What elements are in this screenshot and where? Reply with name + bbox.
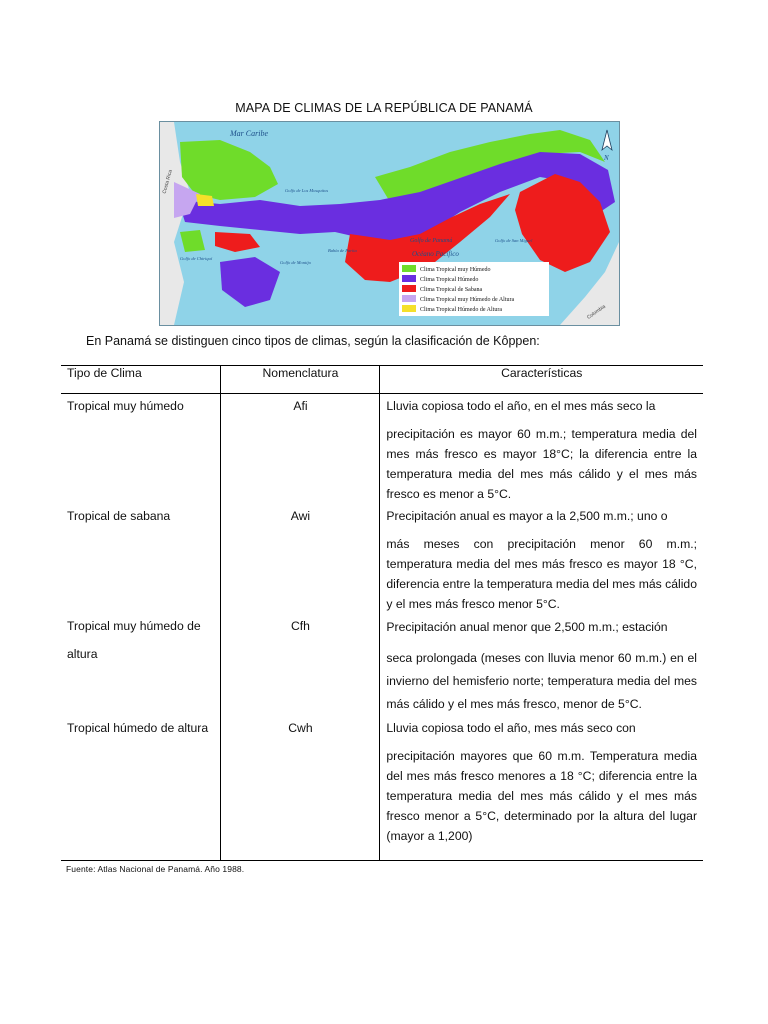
cell-tipo <box>61 716 221 861</box>
label-costa-rica: Costa Rica <box>161 169 174 195</box>
legend-label: Clima Tropical Húmedo de Altura <box>420 307 502 313</box>
car-rest: seca prolongada (meses con lluvia menor 60 m.m.) en el invierno del hemisferio norte; temperatura media del mes más cálido y el mes más fresco, menor de 5°C. <box>386 651 697 711</box>
climate-table <box>61 365 703 861</box>
table-row <box>61 716 703 861</box>
car-rest: precipitación es mayor 60 m.m.; temperatura media del mes más fresco es mayor 18°C; la diferencia entre la temperatura media del mes más cálido y el mes más fresco es menor a 5°C. <box>386 427 697 501</box>
legend-swatch <box>402 295 416 302</box>
cell-nom: Cwh <box>221 716 380 861</box>
table-header-row <box>61 366 703 394</box>
cell-car <box>380 614 703 716</box>
tipo-text: Tropical húmedo de altura <box>67 721 209 735</box>
table-row <box>61 614 703 716</box>
car-first-line: Precipitación anual menor que 2,500 m.m.; estación <box>386 620 668 634</box>
legend-swatch <box>402 265 416 272</box>
table-row <box>61 504 703 614</box>
document-title: MAPA DE CLIMAS DE LA REPÚBLICA DE PANAMÁ <box>235 101 533 115</box>
legend-label: Clima Tropical Húmedo <box>420 277 479 283</box>
header-caracteristicas: Características <box>380 366 703 394</box>
cell-car <box>380 716 703 861</box>
climate-map-graphic <box>160 122 619 325</box>
cell-nom: Awi <box>221 504 380 614</box>
label-golfo-montijo: Golfo de Montijo <box>280 260 311 265</box>
label-golfo-san-miguel: Golfo de San Miguel <box>495 238 533 243</box>
legend-label: Clima Tropical muy Húmedo <box>420 267 491 273</box>
header-nomenclatura: Nomenclatura <box>221 366 380 394</box>
car-rest: precipitación mayores que 60 m.m. Temperatura media del mes más fresco menores a 18 °C; diferencia entre la temperatura media del mes más cálido y el mes más fresco menor a 5°C, determinado por la altura del lugar (mayor a 1,200) <box>386 749 697 843</box>
tipo-text-cont: altura <box>67 647 98 661</box>
legend-swatch <box>402 305 416 312</box>
legend-label: Clima Tropical de Sabana <box>420 287 483 293</box>
label-colombia: Colombia <box>586 303 607 321</box>
cell-tipo <box>61 614 221 716</box>
cell-tipo <box>61 394 221 505</box>
label-oceano-pacifico: Océano Pacífico <box>412 250 459 258</box>
label-golfo-panama: Golfo de Panamá <box>410 238 453 244</box>
label-mar-caribe: Mar Caribe <box>230 129 268 138</box>
tipo-text: Tropical muy húmedo <box>67 399 184 413</box>
map-legend <box>399 262 549 316</box>
source-note: Fuente: Atlas Nacional de Panamá. Año 1988. <box>66 864 245 874</box>
cell-nom: Afi <box>221 394 380 505</box>
north-label: N <box>604 154 609 162</box>
cell-car <box>380 394 703 505</box>
cell-car <box>380 504 703 614</box>
table-row <box>61 394 703 505</box>
label-golfo-mosquitos: Golfo de Los Mosquitos <box>285 188 329 193</box>
header-tipo: Tipo de Clima <box>61 366 221 394</box>
legend-label: Clima Tropical muy Húmedo de Altura <box>420 297 515 303</box>
cell-tipo <box>61 504 221 614</box>
climate-map <box>159 121 620 326</box>
label-bahia-parita: Bahía de Parita <box>328 248 357 253</box>
car-rest: más meses con precipitación menor 60 m.m.; temperatura media del mes más fresco es mayor 18 °C, diferencia entre la temperatura media del mes más cálido y el mes más fresco menor 5°C. <box>386 537 697 611</box>
legend-swatch <box>402 275 416 282</box>
intro-text: En Panamá se distinguen cinco tipos de climas, según la clasificación de Kôppen: <box>86 334 540 348</box>
legend-swatch <box>402 285 416 292</box>
tipo-text: Tropical muy húmedo de <box>67 619 201 633</box>
cell-nom: Cfh <box>221 614 380 716</box>
tipo-text: Tropical de sabana <box>67 509 171 523</box>
car-first-line: Lluvia copiosa todo el año, en el mes más seco la <box>386 399 656 413</box>
label-golfo-chiriqui: Golfo de Chiriquí <box>180 256 213 261</box>
car-first-line: Lluvia copiosa todo el año, mes más seco con <box>386 721 636 735</box>
car-first-line: Precipitación anual es mayor a la 2,500 m.m.; uno o <box>386 509 668 523</box>
